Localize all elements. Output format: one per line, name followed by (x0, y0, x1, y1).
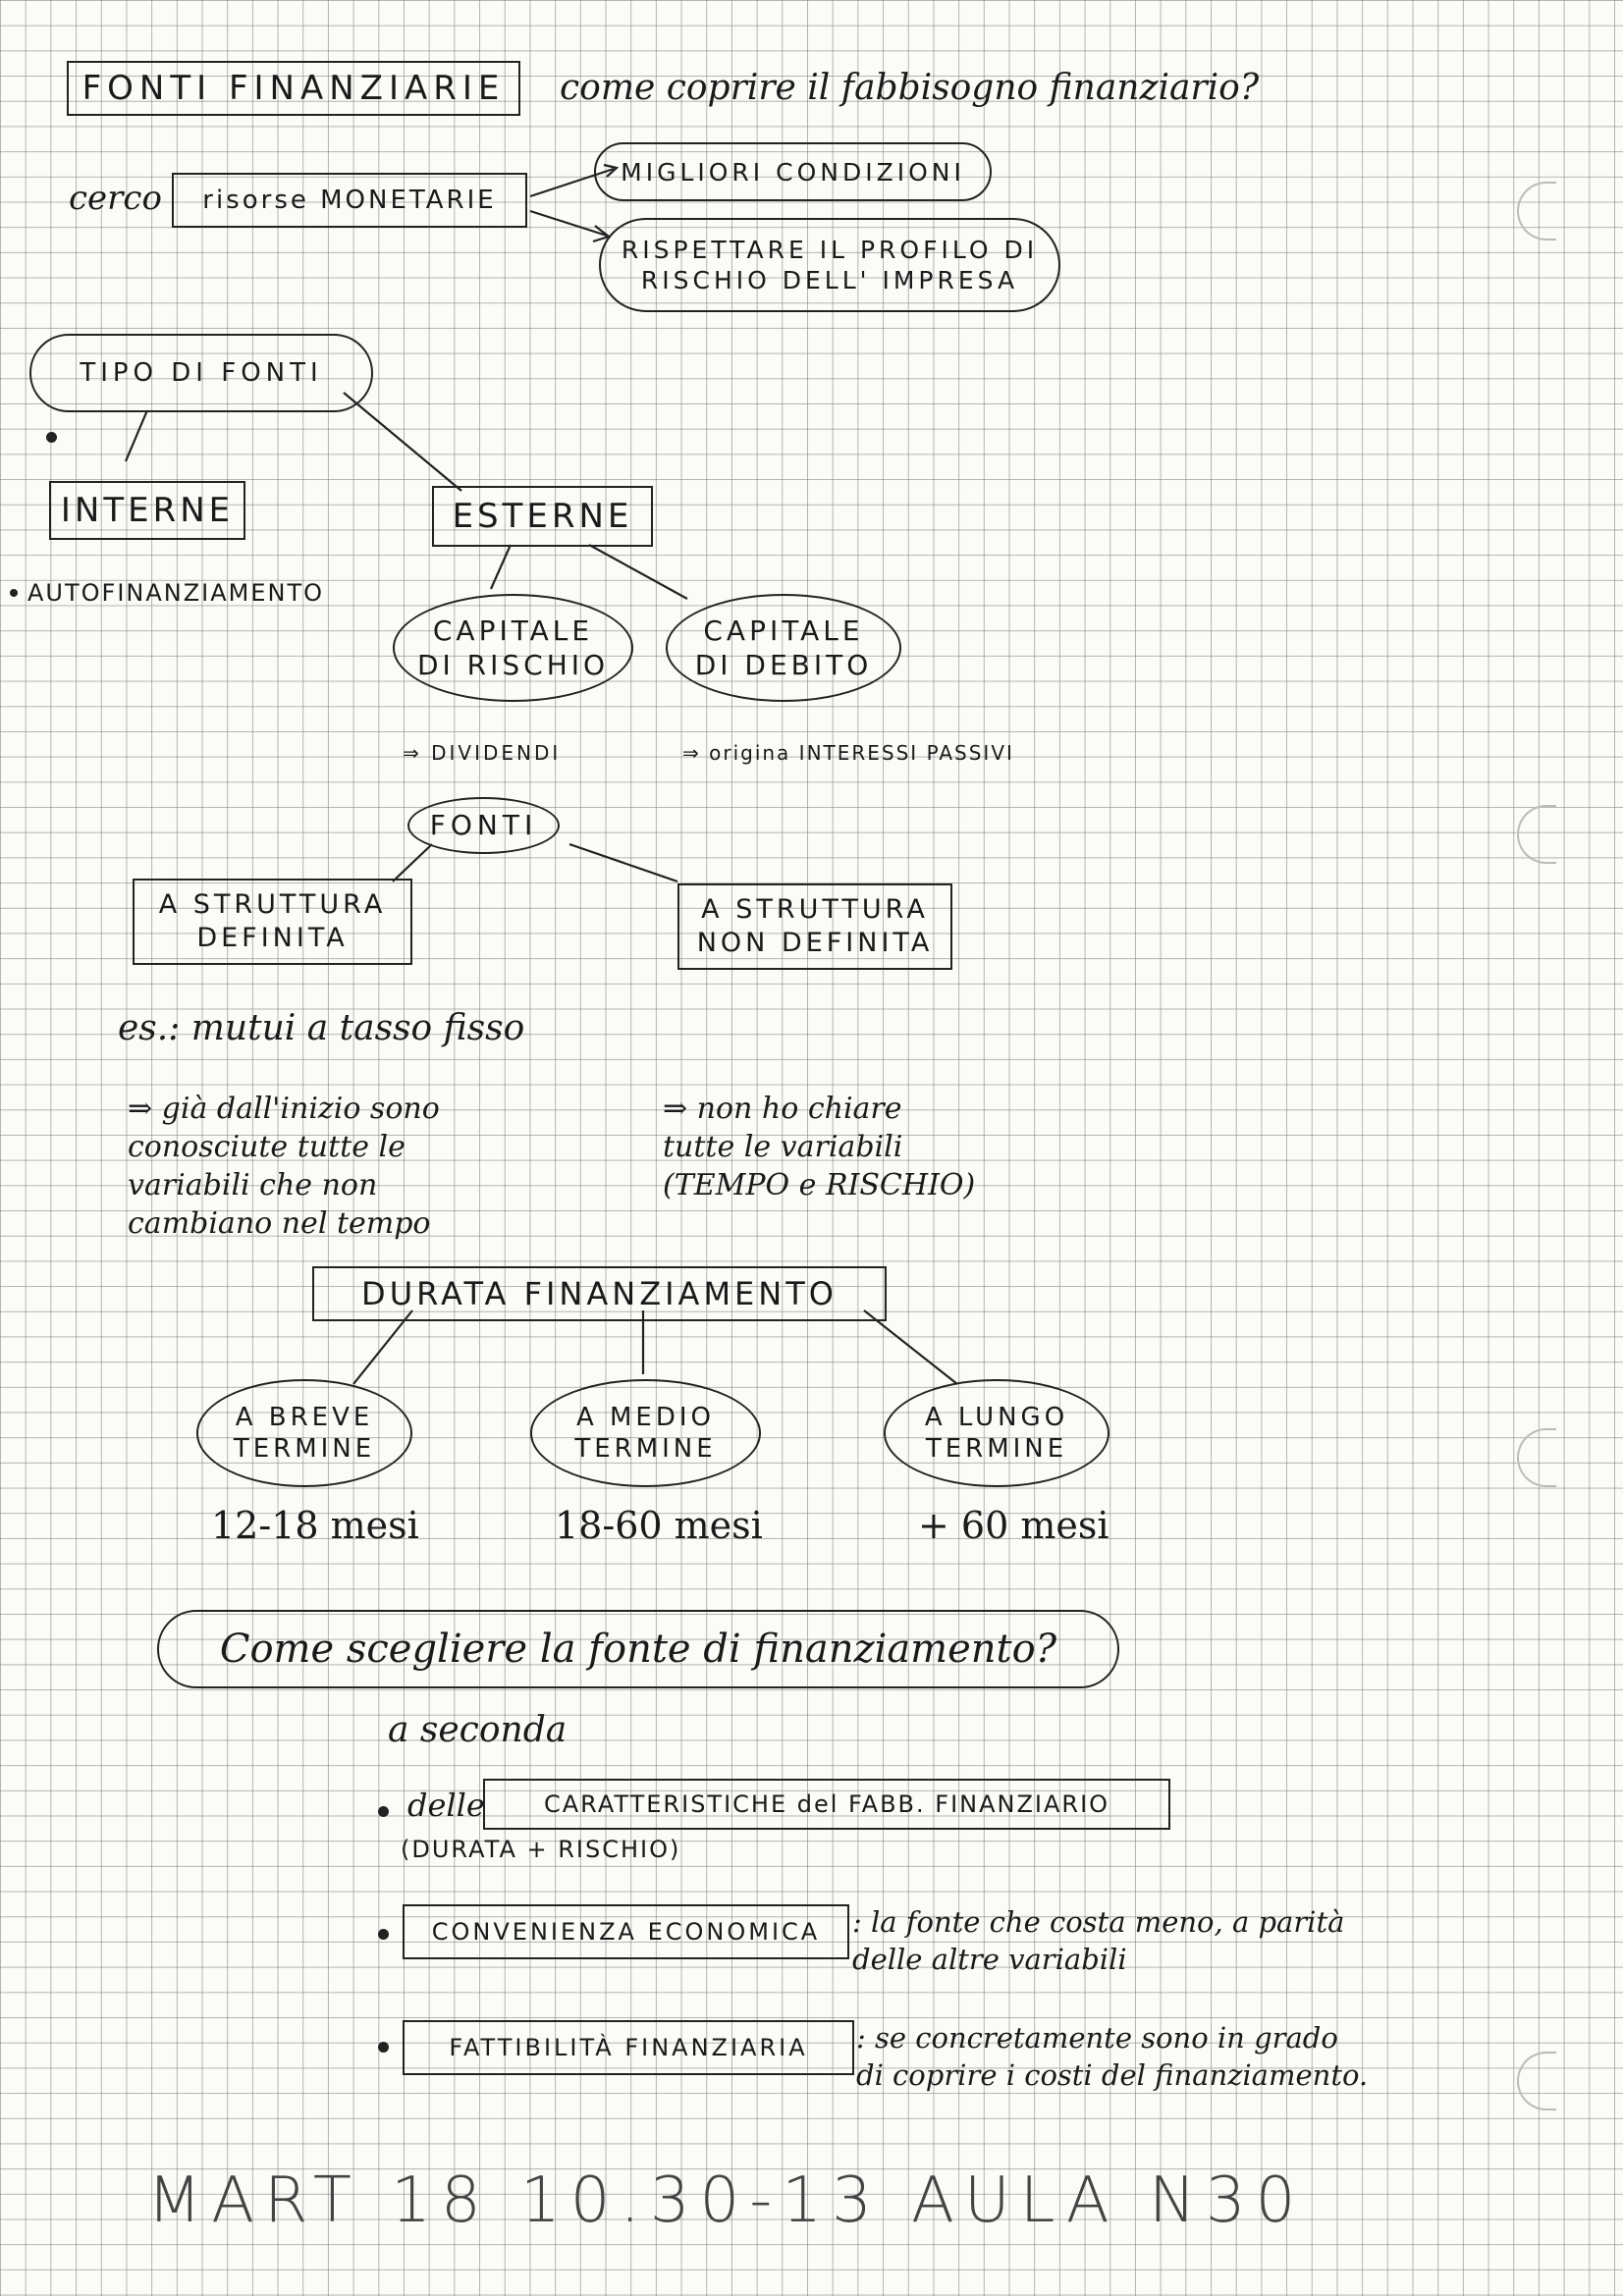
strutt-definita-box (133, 879, 412, 965)
capitale-rischio-text: CAPITALE DI RISCHIO (416, 614, 610, 681)
interne-box (49, 481, 245, 540)
footer-date: MART 18 10.30-13 AULA N30 (147, 2164, 1306, 2237)
tipo-fonti-oval (29, 334, 373, 412)
breve-oval (196, 1379, 412, 1487)
mesi-medio: 18-60 mesi (555, 1504, 763, 1547)
caratteristiche-text: CARATTERISTICHE del FABB. FINANZIARIO (543, 1790, 1110, 1818)
migliori-oval (594, 142, 992, 201)
cerco-label: cerco (69, 179, 162, 218)
a-seconda: a seconda (388, 1710, 568, 1750)
fonti-oval (407, 797, 560, 854)
fattibilita-text: FATTIBILITÀ FINANZIARIA (449, 2034, 808, 2061)
durata-box (312, 1266, 887, 1321)
rispettare-oval (599, 218, 1060, 312)
tipo-fonti-text: TIPO DI FONTI (80, 358, 323, 388)
autofinanziamento: AUTOFINANZIAMENTO (27, 579, 325, 607)
convenienza-box (403, 1904, 849, 1959)
title-text: FONTI FINANZIARIE (81, 69, 506, 108)
interne-text: INTERNE (60, 491, 235, 530)
line-to-interne (126, 410, 147, 461)
line-to-esterne (344, 393, 461, 491)
binder-ring-1 (1517, 182, 1556, 240)
strutt-non-definita-box (677, 883, 952, 970)
breve-text: A BREVE TERMINE (233, 1402, 376, 1464)
binder-ring-2 (1517, 805, 1556, 864)
come-scegliere-text: Come scegliere la fonte di finanziamento? (219, 1627, 1057, 1672)
lungo-oval (884, 1379, 1109, 1487)
migliori-text: MIGLIORI CONDIZIONI (621, 157, 965, 187)
bullet-2 (10, 589, 18, 597)
fattibilita-box (403, 2020, 854, 2075)
dividendi: ⇒ DIVIDENDI (403, 741, 562, 765)
medio-text: A MEDIO TERMINE (574, 1402, 717, 1464)
es-mutui: es.: mutui a tasso fisso (118, 1008, 525, 1048)
delle-label: delle (407, 1787, 485, 1824)
risorse-box (172, 173, 527, 228)
convenienza-desc: : la fonte che costa meno, a parità delle altre variabili (852, 1905, 1345, 1976)
question-fabbisogno: come coprire il fabbisogno finanziario? (560, 68, 1260, 108)
line-to-cap-debito (589, 545, 687, 599)
binder-ring-3 (1517, 1428, 1556, 1487)
medio-oval (530, 1379, 761, 1487)
durata-text: DURATA FINANZIAMENTO (361, 1275, 838, 1312)
bullet-4 (378, 1929, 389, 1940)
strutt-definita-text: A STRUTTURA DEFINITA (158, 889, 387, 953)
come-scegliere-oval (157, 1610, 1119, 1688)
capitale-rischio-oval (393, 594, 633, 702)
arrow-to-rispettare (530, 211, 607, 236)
bullet-3 (378, 1806, 389, 1817)
fonti-text: FONTI (429, 809, 538, 841)
line-to-breve (353, 1310, 412, 1384)
bullet-5 (378, 2042, 389, 2053)
convenienza-text: CONVENIENZA ECONOMICA (431, 1918, 821, 1946)
durata-rischio: (DURATA + RISCHIO) (401, 1836, 681, 1863)
binder-ring-4 (1517, 2052, 1556, 2110)
strutt-non-definita-text: A STRUTTURA NON DEFINITA (696, 894, 934, 958)
capitale-debito-text: CAPITALE DI DEBITO (694, 614, 873, 681)
line-to-cap-rischio (491, 545, 511, 589)
mesi-lungo: + 60 mesi (918, 1504, 1109, 1547)
non-chiare: ⇒ non ho chiare tutte le variabili (TEMPO e RISCHIO) (663, 1092, 976, 1202)
risorse-text: risorse MONETARIE (202, 186, 497, 215)
caratteristiche-box (483, 1779, 1170, 1830)
mesi-breve: 12-18 mesi (211, 1504, 419, 1547)
title-box (67, 61, 520, 116)
lungo-text: A LUNGO TERMINE (924, 1402, 1069, 1464)
capitale-debito-oval (666, 594, 901, 702)
line-to-strutt-nondef (569, 844, 677, 881)
esterne-text: ESTERNE (452, 497, 633, 536)
esterne-box (432, 486, 653, 547)
rispettare-text: RISPETTARE IL PROFILO DI RISCHIO DELL' IMPRESA (621, 235, 1039, 294)
gia-note: ⇒ già dall'inizio sono conosciute tutte le variabili che non cambiano nel tempo (128, 1092, 440, 1241)
line-to-lungo (864, 1310, 957, 1384)
bullet-1 (46, 432, 57, 443)
line-to-strutt-def (393, 844, 432, 881)
fattibilita-desc: : se concretamente sono in grado di coprire i costi del finanziamento. (856, 2021, 1369, 2092)
interessi: ⇒ origina INTERESSI PASSIVI (682, 741, 1014, 765)
